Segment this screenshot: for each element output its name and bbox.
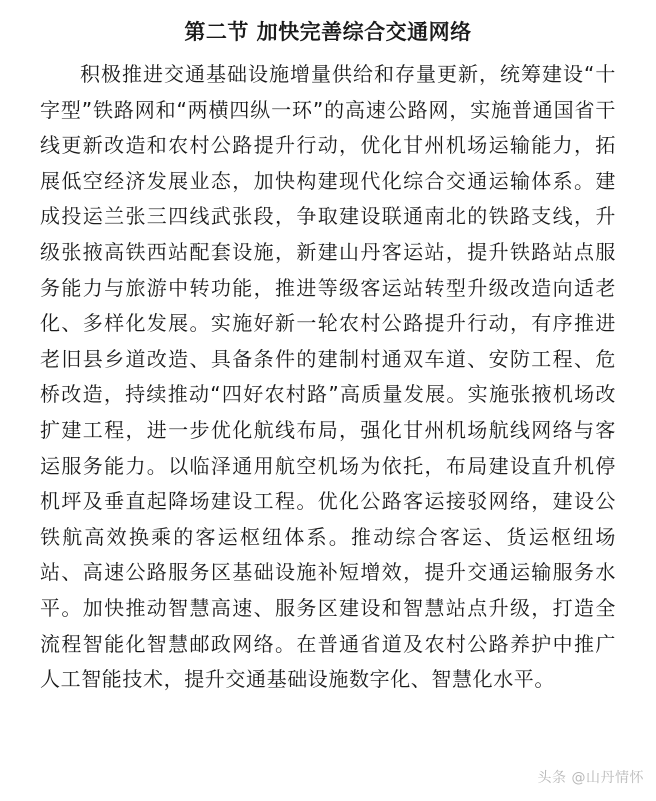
watermark: 头条 @山丹情怀 [537,770,644,786]
section-heading: 第二节 加快完善综合交通网络 [184,20,472,44]
body-paragraph: 积极推进交通基础设施增量供给和存量更新，统筹建设“十字型”铁路网和“两横四纵一环”的高速公路网，实施普通国省干线更新改造和农村公路提升行动，优化甘州机场运输能力，拓展低空经济发展业态，加快构建现代化综合交通运输体系。建成投运兰张三四线武张段，争取建设联通南北的铁路支线，升级张掖高铁西站配套设施，新建山丹客运站，提升铁路站点服务能力与旅游中转功能，推进等级客运站转型升级改造向适老化、多样化发展。实施好新一轮农村公路提升行动，有序推进老旧县乡道改造、具备条件的建制村通双车道、安防工程、危桥改造，持续推动“四好农村路”高质量发展。实施张掖机场改扩建工程，进一步优化航线布局，强化甘州机场航线网络与客运服务能力。以临泽通用航空机场为依托，布局建设直升机停机坪及垂直起降场建设工程。优化公路客运接驳网络，建设公铁航高效换乘的客运枢纽体系。推动综合客运、货运枢纽场站、高速公路服务区基础设施补短增效，提升交通运输服务水平。加快推动智慧高速、服务区建设和智慧站点升级，打造全流程智能化智慧邮政网络。在普通省道及农村公路养护中推广人工智能技术，提升交通基础设施数字化、智慧化水平。 [40,62,616,692]
